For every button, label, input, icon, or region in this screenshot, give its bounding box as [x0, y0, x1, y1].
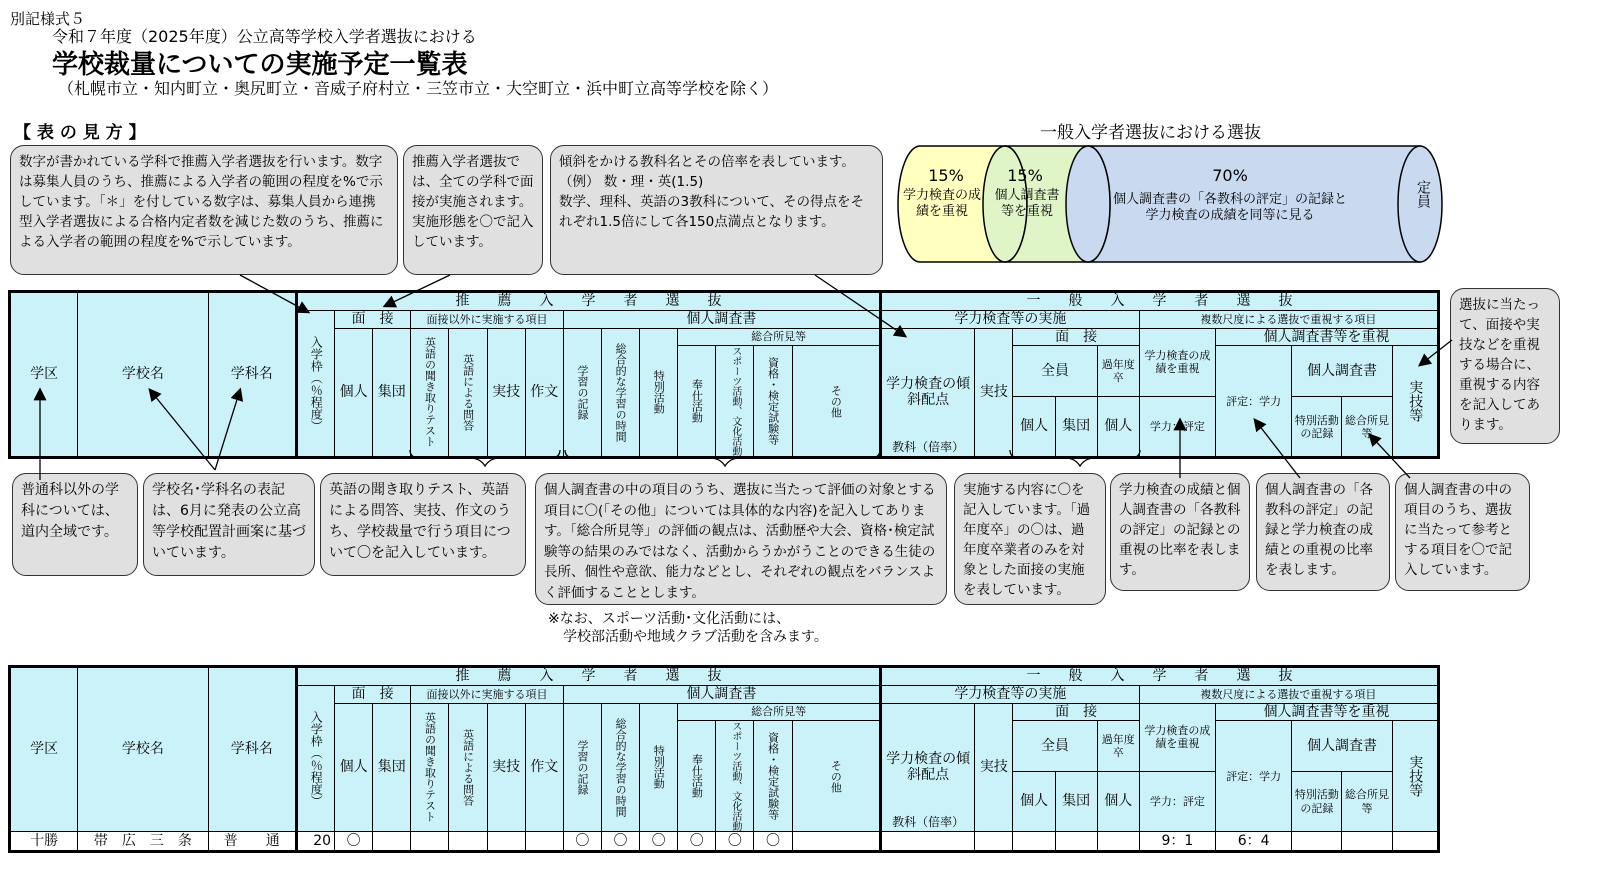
row-mensetsu-shudan	[373, 832, 411, 852]
col-gakuryoku-jushi-2: 学力検査の成績を重視	[1139, 703, 1215, 771]
weighting-line-3: 数学、理科、英語の3教科について、その得点をそれぞれ1.5倍にして各150点満点となります。	[559, 194, 865, 230]
col-eigo-mondo-2: 英語による問答	[449, 703, 487, 832]
row-school: 帯 広 三 条	[78, 832, 208, 852]
group-fukusu: 複数尺度による選抜で重視する項目	[1139, 310, 1438, 328]
group-ippan-2: 一 般 入 学 者 選 抜	[880, 667, 1438, 686]
col-school-2: 学校名	[78, 667, 208, 832]
col-jitsugi: 実技	[487, 328, 525, 458]
col-school: 学校名	[78, 292, 208, 458]
col-jitsugi-to: 実技等	[1392, 346, 1438, 458]
group-kojin-chosasho: 個人調査書	[563, 310, 880, 328]
row-shikaku: 〇	[754, 832, 792, 852]
subtitle: 令和７年度（2025年度）公立高等学校入学者選抜における	[52, 27, 477, 46]
seg3-text-1: 個人調査書の「各教科の評定」の記録と	[1112, 192, 1347, 207]
col-gakushu-kiroku: 学習の記録	[563, 328, 601, 458]
col-kanendo-2: 過年度卒	[1097, 721, 1139, 771]
weighting-example: （例） 数・理・英(1.5)	[559, 174, 704, 190]
row-district: 十勝	[10, 832, 78, 852]
row-ratio2: 6：4	[1216, 832, 1292, 852]
group-suisen-2: 推 薦 入 学 者 選 抜	[296, 667, 880, 686]
callout-chosasho: 個人調査書の中の項目のうち、選抜に当たって評価の対象とする項目に〇(「その他」については具体的な内容)を記入してあります。「総合所見等」の評価の観点は、活動歴や大会、資格･検定試験等の結果のみではなく、活動からうかがうことのできる生徒の長所、個性や意欲、能力などとし、それぞれの観点をバランスよく評価することとします。	[535, 473, 947, 605]
col-gakushu-kiroku-2: 学習の記録	[563, 703, 601, 832]
row-jitsugi-to	[1392, 832, 1438, 852]
row-quota: 20	[296, 832, 334, 852]
col-ippan-jitsugi-2: 実技	[975, 703, 1013, 832]
col-sogo-jikan: 総合的な学習の時間	[601, 328, 639, 458]
callout-practical: 選抜に当たって、面接や実技などを重視する場合に、重視する内容を記入してあります。	[1450, 288, 1560, 444]
group-kojin-jushi-2: 個人調査書等を重視	[1216, 703, 1439, 721]
row-gakushu: 〇	[563, 832, 601, 852]
col-ippan-jitsugi: 実技	[975, 328, 1013, 458]
col-dept: 学科名	[208, 292, 296, 458]
weighting-line-1: 傾斜をかける教科名とその倍率を表しています。	[559, 154, 855, 170]
table-row	[10, 832, 1439, 852]
col-kanendo: 過年度卒	[1097, 346, 1139, 397]
col-tokubetsu-kiroku-2: 特別活動の記録	[1292, 771, 1342, 832]
col-quota-2: 入学枠（％程度）	[296, 685, 334, 832]
col-kanendo-kojin: 個人	[1097, 397, 1139, 458]
group-sogo-shoken-2: 総合所見等	[678, 703, 881, 721]
callout-district: 普通科以外の学科については、道内全域です。	[12, 473, 138, 576]
row-ippan-jitsugi	[975, 832, 1013, 852]
col-eigo-mondo: 英語による問答	[449, 328, 487, 458]
col-gakuryoku-jushi: 学力検査の成績を重視	[1139, 328, 1215, 397]
col-eigo-kikitori-2: 英語の聞き取りテスト	[411, 703, 449, 832]
col-shudan-2: 集団	[373, 703, 411, 832]
group-gakuryoku-jisshi: 学力検査等の実施	[880, 310, 1139, 328]
callout-ratio-hyotei: 個人調査書の「各教科の評定」の記録と学力検査の成績との重視の比率を表します。	[1256, 473, 1390, 591]
col-sports: スポーツ活動、文化活動	[716, 346, 754, 458]
page-title: 学校裁量についての実施予定一覧表	[52, 50, 468, 80]
col-hoshi: 奉仕活動	[678, 346, 716, 458]
keisha-label: 学力検査の傾斜配点	[886, 375, 971, 409]
col-ippan-shudan-2: 集団	[1055, 771, 1097, 832]
col-district-2: 学区	[10, 667, 78, 832]
col-ippan-shudan: 集団	[1055, 397, 1097, 458]
row-sakubun	[525, 832, 563, 852]
col-jitsugi-2: 実技	[487, 703, 525, 832]
col-sogo-jikan-2: 総合的な学習の時間	[601, 703, 639, 832]
col-sports-2: スポーツ活動、文化活動	[716, 721, 754, 832]
col-jitsugi-to-2: 実技等	[1392, 721, 1438, 832]
col-sogo-shoken2: 総合所見等	[1342, 397, 1392, 458]
row-ippan-kojin	[1013, 832, 1055, 852]
row-sogo: 〇	[601, 832, 639, 852]
col-sonota: その他	[792, 346, 880, 458]
callout-weighting	[550, 145, 883, 275]
col-hyotei-gakuryoku: 評定：学力	[1216, 346, 1292, 458]
seg3-pct: 70%	[1212, 166, 1248, 185]
row-ippan-shudan	[1055, 832, 1097, 852]
col-tokubetsu-kiroku: 特別活動の記録	[1292, 397, 1342, 458]
group-mensetsu: 面 接	[335, 310, 411, 328]
col-quota: 入学枠（％程度）	[296, 310, 334, 458]
callout-quota: 数字が書かれている学科で推薦入学者選抜を行います。数字は募集人員のうち、推薦による入学者の範囲の程度を%で示しています。「＊」を付している数字は、募集人員から連携型入学者選抜による合格内定者数を減じた数のうち、推薦による入学者の範囲の程度を%で示しています。	[10, 145, 398, 275]
row-sonota	[792, 832, 880, 852]
group-mensetsu-igai-2: 面接以外に実施する項目	[411, 685, 564, 703]
col-ippan-kojin: 個人	[1013, 397, 1055, 458]
row-eigo-mondo	[449, 832, 487, 852]
kyoka-label-2: 教科（倍率）	[892, 815, 965, 829]
col-kobetsu: 個人	[335, 328, 373, 458]
col-keisha	[880, 328, 974, 458]
row-kanendo-kojin	[1097, 832, 1139, 852]
col-sakubun-2: 作文	[525, 703, 563, 832]
callout-school-name: 学校名･学科名の表記は、6月に発表の公立高等学校配置計画案に基づいています。	[143, 473, 315, 576]
group-kojin-chosasho-2: 個人調査書	[563, 685, 880, 703]
col-shikaku: 資格・検定試験等	[754, 346, 792, 458]
group-suisen: 推 薦 入 学 者 選 抜	[296, 292, 880, 311]
col-district: 学区	[10, 292, 78, 458]
seg3-text-2: 学力検査の成績を同等に見る	[1145, 208, 1315, 223]
group-gakuryoku-jisshi-2: 学力検査等の実施	[880, 685, 1139, 703]
row-tokubetsu-kiroku	[1292, 832, 1342, 852]
legend-table	[8, 290, 1440, 459]
seg2-pct: 15%	[1007, 166, 1043, 185]
row-keisha	[880, 832, 974, 852]
col-hoshi-2: 奉仕活動	[678, 721, 716, 832]
callout-english: 英語の聞き取りテスト、英語による問答、実技、作文のうち、学校裁量で行う項目について〇を記入しています。	[320, 473, 526, 576]
capacity-label: 定員	[1415, 180, 1431, 208]
col-hyotei-gakuryoku-2: 評定：学力	[1216, 721, 1292, 832]
form-number: 別記様式５	[10, 10, 86, 28]
legend-title: 【 表 の 見 方 】	[14, 123, 146, 143]
note-line-2: 学校部活動や地域クラブ活動を含みます。	[563, 629, 828, 645]
col-kobetsu-2: 個人	[335, 703, 373, 832]
group-kojin-jushi: 個人調査書等を重視	[1216, 328, 1439, 346]
row-sports: 〇	[716, 832, 754, 852]
group-ippan-mensetsu: 面 接	[1013, 328, 1139, 346]
group-kojin-chosasho2-2: 個人調査書	[1292, 721, 1392, 771]
col-sakubun: 作文	[525, 328, 563, 458]
col-tokubetsu: 特別活動	[640, 328, 678, 458]
callout-interview: 推薦入学者選抜では、全ての学科で面接が実施されます。実施形態を〇で記入しています。	[403, 145, 543, 275]
row-eigo-kikitori	[411, 832, 449, 852]
group-sogo-shoken: 総合所見等	[678, 328, 881, 346]
row-sogo-shoken	[1342, 832, 1392, 852]
group-ippan-mensetsu-2: 面 接	[1013, 703, 1139, 721]
col-keisha-2	[880, 703, 974, 832]
seg1-pct: 15%	[928, 166, 964, 185]
group-mensetsu-2: 面 接	[335, 685, 411, 703]
keisha-label-2: 学力検査の傾斜配点	[886, 750, 971, 784]
col-ippan-kojin-2: 個人	[1013, 771, 1055, 832]
callout-ippan-mensetsu: 実施する内容に〇を記入しています。「過年度卒」の〇は、過年度卒業者のみを対象とした面接の実施を表しています。	[954, 473, 1106, 605]
col-sogo-shoken2-2: 総合所見等	[1342, 771, 1392, 832]
col-zenin: 全員	[1013, 346, 1097, 397]
exclusion-note: （札幌市立・知内町立・奥尻町立・音威子府村立・三笠市立・大空町立・浜中町立高等学校を除く）	[58, 79, 779, 98]
col-dept-2: 学科名	[208, 667, 296, 832]
row-dept: 普 通	[208, 832, 296, 852]
group-fukusu-2: 複数尺度による選抜で重視する項目	[1139, 685, 1438, 703]
group-mensetsu-igai: 面接以外に実施する項目	[411, 310, 564, 328]
kyoka-label: 教科（倍率）	[892, 440, 965, 454]
callout-ratio-gakuryoku: 学力検査の成績と個人調査書の「各教科の評定」の記録との重視の比率を表します。	[1110, 473, 1250, 591]
col-eigo-kikitori: 英語の聞き取りテスト	[411, 328, 449, 458]
row-tokubetsu: 〇	[640, 832, 678, 852]
general-selection-heading: 一般入学者選抜における選抜	[1040, 123, 1261, 143]
row-mensetsu-kobetsu: 〇	[335, 832, 373, 852]
col-tokubetsu-2: 特別活動	[640, 703, 678, 832]
group-kojin-chosasho2: 個人調査書	[1292, 346, 1392, 397]
col-sonota-2: その他	[792, 721, 880, 832]
group-ippan: 一 般 入 学 者 選 抜	[880, 292, 1438, 311]
col-gakuryoku-hyotei: 学力：評定	[1139, 397, 1215, 458]
col-shikaku-2: 資格・検定試験等	[754, 721, 792, 832]
col-zenin-2: 全員	[1013, 721, 1097, 771]
col-shudan: 集団	[373, 328, 411, 458]
col-kanendo-kojin-2: 個人	[1097, 771, 1139, 832]
note-line-1: ※なお、スポーツ活動･文化活動には、	[548, 611, 791, 627]
row-jitsugi	[487, 832, 525, 852]
data-table	[8, 665, 1440, 853]
seg2-text: 個人調査書等を重視	[994, 188, 1060, 219]
row-ratio1: 9：1	[1139, 832, 1215, 852]
seg1-text: 学力検査の成績を重視	[902, 188, 981, 219]
callout-sanko: 個人調査書の中の項目のうち、選抜に当たって参考とする項目を〇で記入しています。	[1395, 473, 1530, 591]
col-gakuryoku-hyotei-2: 学力：評定	[1139, 771, 1215, 832]
row-hoshi: 〇	[678, 832, 716, 852]
